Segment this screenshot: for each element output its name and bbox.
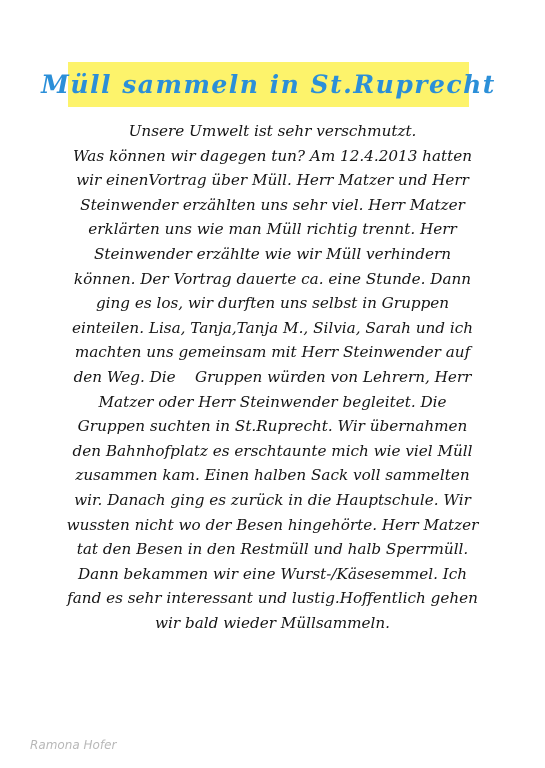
body-line: zusammen kam. Einen halben Sack voll sammelten	[75, 466, 470, 485]
body-line: einteilen. Lisa, Tanja,Tanja M., Silvia, Sarah und ich	[72, 318, 473, 337]
handwritten-signature: Ramona Hofer	[30, 738, 117, 752]
body-line: Matzer oder Herr Steinwender begleitet. Die	[98, 392, 447, 411]
body-line: können. Der Vortrag dauerte ca. eine Stunde. Dann	[73, 269, 472, 288]
body-line: Gruppen suchten in St.Ruprecht. Wir übernahmen	[77, 417, 468, 436]
body-line: Unsere Umwelt ist sehr verschmutzt.	[128, 122, 417, 140]
body-line: Dann bekammen wir eine Wurst-/Käsesemmel. Ich	[77, 564, 468, 583]
body-line: wir. Danach ging es zurück in die Hauptschule. Wir	[74, 490, 471, 509]
body-line: erklärten uns wie man Müll richtig trennt. Herr	[88, 220, 457, 239]
body-line: Steinwender erzählte wie wir Müll verhindern	[93, 244, 452, 263]
body-line: den Bahnhofplatz es erschtaunte mich wie viel Müll	[72, 441, 473, 460]
body-line: den Weg. Die Gruppen würden von Lehrern, Herr	[73, 367, 472, 386]
body-line: ging es los, wir durften uns selbst in Gruppen	[95, 294, 450, 313]
body-text	[46, 119, 499, 635]
document-title: Müll sammeln in St.Ruprecht	[41, 70, 496, 99]
body-line: wir bald wieder Müllsammeln.	[155, 613, 390, 632]
body-line: tat den Besen in den Restmüll und halb Sperrmüll.	[76, 540, 469, 559]
body-line: wussten nicht wo der Besen hingehörte. Herr Matzer	[66, 515, 479, 534]
title-highlight	[41, 62, 496, 107]
body-line: Was können wir dagegen tun? Am 12.4.2013 hatten	[73, 146, 472, 165]
body-line: wir einenVortrag über Müll. Herr Matzer und Herr	[76, 171, 469, 190]
body-line: fand es sehr interessant und lustig.Hoffentlich gehen	[67, 589, 478, 608]
body-line: Steinwender erzählten uns sehr viel. Herr Matzer	[80, 195, 465, 214]
body-line: machten uns gemeinsam mit Herr Steinwender auf	[74, 343, 471, 362]
